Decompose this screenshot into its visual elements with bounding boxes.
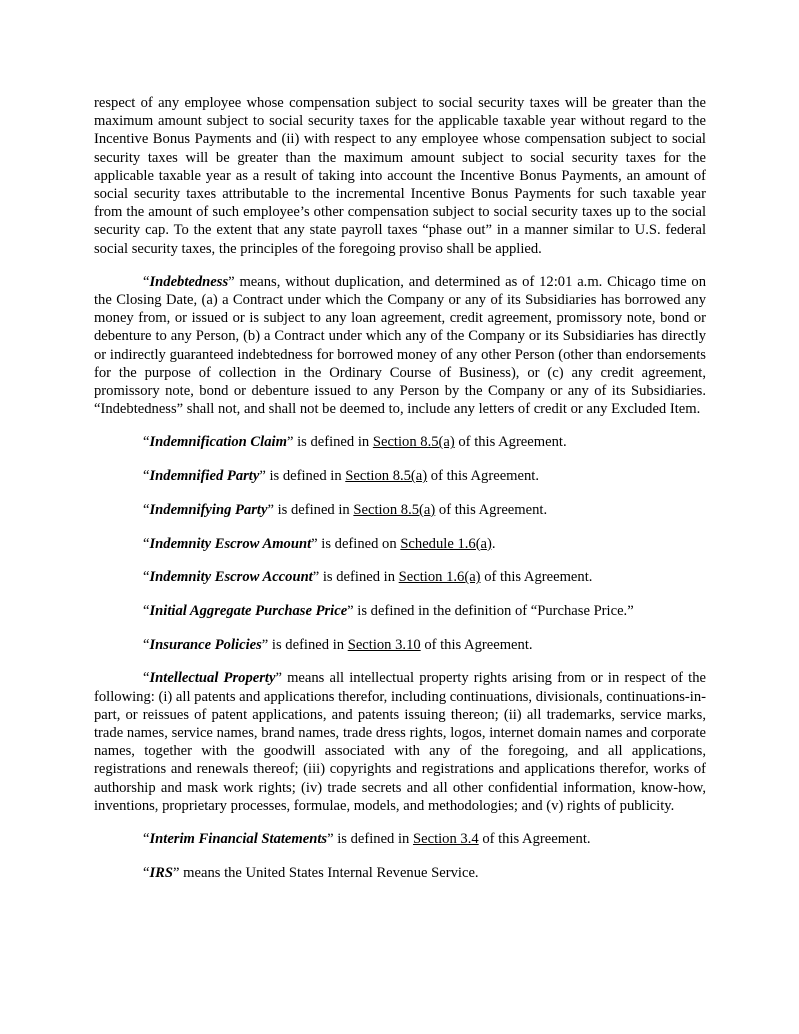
definition-text: ” is defined in	[261, 636, 348, 653]
paragraph-social-security-proviso: respect of any employee whose compensation subject to social security taxes will be greater than the maximum amount subject to social security taxes for the applicable taxable year without regard to the Incentive Bonus Payments and (ii) with respect to any employee whose compensation subject to social security taxes will be greater than the maximum amount subject to social security taxes for the applicable taxable year as a result of taking into account the Incentive Bonus Payments, an amount of social security taxes attributable to the incremental Incentive Bonus Payments for such taxable year from the amount of such employee’s other compensation subject to social security taxes up to the social security cap. To the extent that any state payroll taxes “phase out” in a manner similar to U.S. federal social security taxes, the principles of the foregoing proviso shall be applied.	[94, 95, 706, 257]
definition-text: ” means, without duplication, and determined as of 12:01 a.m. Chicago time on the Closing Date, (a) a Contract under which the Company or any of its Subsidiaries has borrowed any money from, or issued or is subject to any loan agreement, credit agreement, promissory note, bond or debenture to any Person, (b) a Contract under which any of the Company or its Subsidiaries has directly or indirectly guaranteed indebtedness for borrowed money of any other Person (other than endorsements for the purpose of collection in the Ordinary Course of Business), or (c) any credit agreement, promissory note, bond or debenture issued to any Person by the Company or any of its Subsidiaries. “Indebtedness” shall not, and shall not be deemed to, include any letters of credit or any Excluded Item.	[94, 273, 706, 418]
definition-text: ” is defined in the definition of “Purchase Price.”	[347, 602, 634, 619]
definition-text: ” is defined in	[312, 569, 399, 586]
definition-text: ” means the United States Internal Revenue Service.	[173, 864, 479, 881]
defined-term: IRS	[149, 864, 174, 881]
definition-insurance-policies	[94, 636, 706, 654]
definition-indemnity-escrow-account	[94, 568, 706, 586]
open-quote: “	[143, 831, 150, 847]
definition-tail: .	[491, 535, 496, 552]
section-reference-link[interactable]: Section 3.4	[413, 831, 479, 847]
section-reference-link[interactable]: Section 8.5(a)	[345, 468, 428, 485]
definition-indemnification-claim	[94, 433, 706, 451]
open-quote: “	[143, 468, 150, 485]
defined-term: Intellectual Property	[149, 670, 276, 687]
section-reference-link[interactable]: Section 3.10	[347, 636, 421, 653]
definition-text: ” is defined in	[267, 501, 354, 518]
definition-text: ” is defined in	[327, 831, 413, 847]
defined-term: Indemnity Escrow Amount	[149, 535, 312, 552]
definition-tail: of this Agreement.	[454, 434, 567, 451]
definition-indemnifying-party	[94, 501, 706, 519]
defined-term: Indemnity Escrow Account	[149, 569, 313, 586]
open-quote: “	[143, 434, 150, 451]
section-reference-link[interactable]: Section 8.5(a)	[353, 501, 436, 518]
definition-indemnity-escrow-amount	[94, 535, 706, 553]
defined-term: Indemnifying Party	[149, 501, 268, 518]
document-page	[94, 94, 706, 897]
definition-indebtedness	[94, 273, 706, 419]
open-quote: “	[143, 670, 150, 687]
definition-initial-aggregate-purchase-price	[94, 602, 706, 620]
defined-term: Initial Aggregate Purchase Price	[149, 602, 348, 619]
definition-tail: of this Agreement.	[427, 468, 540, 485]
definition-tail: of this Agreement.	[480, 569, 593, 586]
definition-tail: of this Agreement.	[435, 501, 548, 518]
section-reference-link[interactable]: Section 1.6(a)	[398, 569, 481, 586]
defined-term: Indemnified Party	[149, 468, 260, 485]
definition-tail: of this Agreement.	[420, 636, 533, 653]
open-quote: “	[143, 501, 150, 518]
definition-text: ” is defined in	[259, 468, 346, 485]
open-quote: “	[143, 535, 150, 552]
definition-text: ” is defined in	[286, 434, 373, 451]
definition-irs	[94, 864, 706, 882]
open-quote: “	[143, 602, 150, 619]
defined-term: Indebtedness	[149, 273, 229, 290]
definition-text: ” is defined on	[311, 535, 401, 552]
open-quote: “	[143, 569, 150, 586]
definition-text: ” means all intellectual property rights arising from or in respect of the following: (i) all patents and applications therefor, including continuations, divisionals, continuations-in-part, or reissues of patent applications, and patents issuing thereon; (ii) all trademarks, service marks, trade names, service names, brand names, trade dress rights, logos, internet domain names and corporate names, together with the goodwill associated with any of the foregoing, and all applications, registrations and renewals thereof; (iii) copyrights and registrations and applications therefor, works of authorship and mask work rights; (iv) trade secrets and all other confidential information, know-how, inventions, proprietary processes, formulae, models, and methodologies; and (v) rights of publicity.	[94, 670, 706, 814]
section-reference-link[interactable]: Section 8.5(a)	[372, 434, 455, 451]
defined-term: Interim Financial Statements	[149, 831, 328, 847]
definition-interim-financial-statements	[94, 830, 706, 848]
open-quote: “	[143, 273, 150, 290]
definition-intellectual-property	[94, 669, 706, 815]
defined-term: Indemnification Claim	[149, 434, 287, 451]
open-quote: “	[143, 864, 150, 881]
open-quote: “	[143, 636, 150, 653]
schedule-reference-link[interactable]: Schedule 1.6(a)	[400, 535, 492, 552]
definition-indemnified-party	[94, 467, 706, 485]
definition-tail: of this Agreement.	[478, 831, 591, 847]
defined-term: Insurance Policies	[149, 636, 262, 653]
